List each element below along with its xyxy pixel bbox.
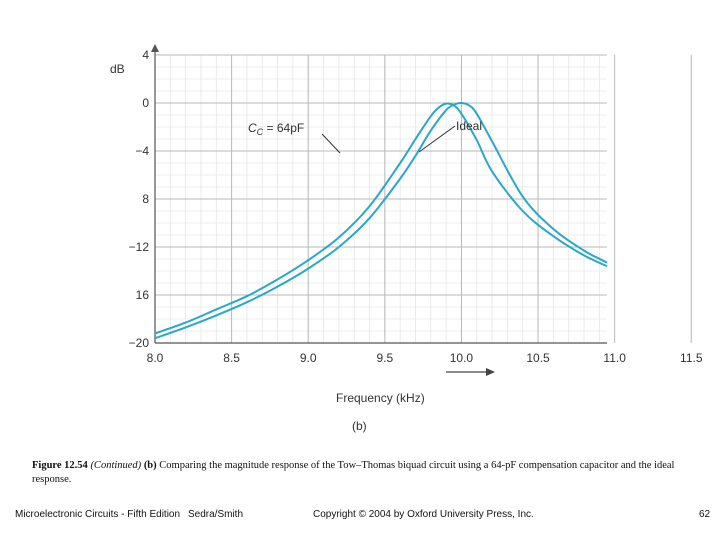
- annotation-leader-cc-64pf: [322, 134, 340, 153]
- x-tick-label: 9.5: [376, 351, 394, 365]
- footer-authors: Sedra/Smith: [188, 509, 244, 520]
- caption-figure-number: Figure 12.54: [32, 460, 88, 471]
- x-axis-direction-arrowhead: [486, 368, 495, 376]
- chart-axes: [151, 44, 607, 376]
- y-tick-label: −4: [135, 144, 149, 158]
- y-axis-label: dB: [110, 62, 125, 76]
- x-tick-label: 8.5: [223, 351, 240, 365]
- y-tick-label: 4: [142, 48, 149, 62]
- footer-book-title: Microelectronic Circuits - Fifth Edition: [15, 509, 181, 520]
- y-axis-arrowhead: [151, 44, 159, 52]
- y-tick-label: 0: [142, 96, 149, 110]
- x-tick-label: 11.5: [680, 351, 703, 365]
- caption-part: (b): [143, 460, 157, 471]
- footer-copyright: Copyright © 2004 by Oxford University Press, Inc.: [313, 509, 534, 520]
- figure-caption: [32, 459, 692, 487]
- footer-page-number: 62: [699, 509, 711, 520]
- x-tick-label: 11.0: [603, 351, 626, 365]
- y-tick-label: 8: [142, 192, 149, 206]
- y-tick-label: 16: [135, 288, 149, 302]
- caption-continued: (Continued): [90, 460, 142, 471]
- annotation-cc-64pf: $C_C = 64pF$: [248, 121, 305, 137]
- x-tick-label: 8.0: [146, 351, 164, 365]
- chart-annotations: [248, 119, 482, 153]
- x-tick-label: 10.0: [449, 351, 474, 365]
- y-tick-label: −20: [128, 336, 149, 350]
- series-line-ideal: [155, 103, 607, 338]
- x-tick-label: 10.5: [526, 351, 550, 365]
- annotation-ideal: Ideal: [456, 119, 483, 133]
- y-tick-label: −12: [128, 240, 149, 254]
- panel-label: (b): [352, 419, 367, 433]
- x-axis-label: Frequency (kHz): [336, 391, 425, 405]
- chart-series: [155, 103, 607, 338]
- series-line-cc-64pf: [155, 103, 607, 333]
- x-tick-label: 9.0: [299, 351, 317, 365]
- caption-text: Comparing the magnitude response of the Tow–Thomas biquad circuit using a 64-pF compensation capacitor and the ideal response.: [32, 460, 675, 485]
- chart-grid: [155, 55, 691, 343]
